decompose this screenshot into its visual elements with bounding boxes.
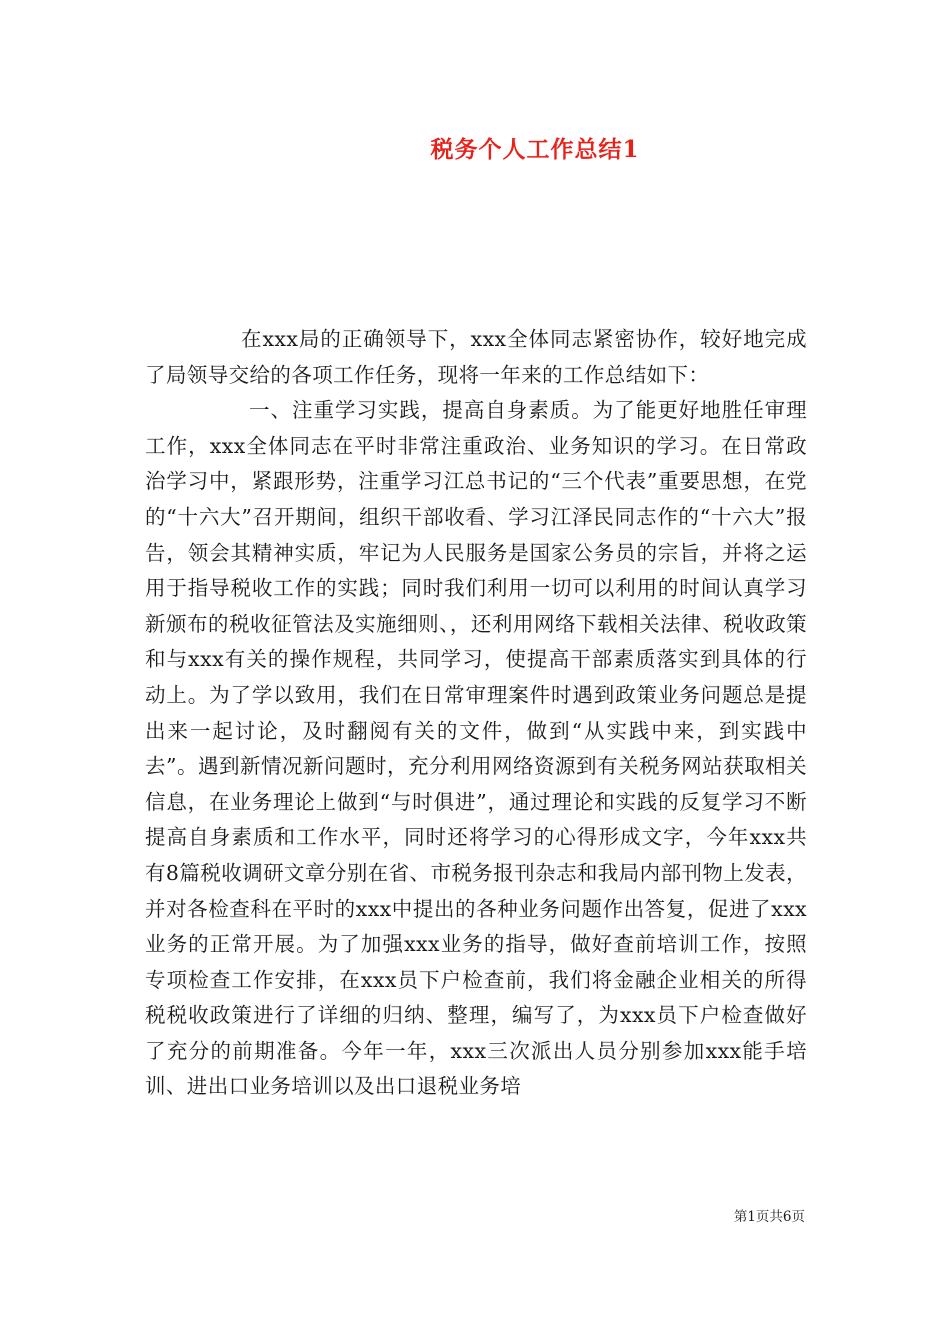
paragraph-intro: 在xxx局的正确领导下，xxx全体同志紧密协作，较好地完成了局领导交给的各项工作任务，现将一年来的工作总结如下： xyxy=(145,327,807,387)
page-number-footer: 第1页共6页 xyxy=(733,1209,805,1225)
paragraph-section-one: 一、注重学习实践，提高自身素质。为了能更好地胜任审理工作，xxx全体同志在平时非常注重政治、业务知识的学习。在日常政治学习中，紧跟形势，注重学习江总书记的“三个代表”重要思想，在党的“十六大”召开期间，组织干部收看、学习江泽民同志作的“十六大”报告，领会其精神实质，牢记为人民服务是国家公务员的宗旨，并将之运用于指导税收工作的实践；同时我们利用一切可以利用的时间认真学习新颁布的税收征管法及实施细则、，还利用网络下载相关法律、税收政策和与xxx有关的操作规程，共同学习，使提高干部素质落实到具体的行动上。为了学以致用，我们在日常审理案件时遇到政策业务问题总是提出来一起讨论，及时翻阅有关的文件，做到“从实践中来，到实践中去”。遇到新情况新问题时，充分利用网络资源到有关税务网站获取相关信息，在业务理论上做到“与时俱进”，通过理论和实践的反复学习不断提高自身素质和工作水平，同时还将学习的心得形成文字，今年xxx共有8篇税收调研文章分别在省、市税务报刊杂志和我局内部刊物上发表，并对各检查科在平时的xxx中提出的各种业务问题作出答复，促进了xxx业务的正常开展。为了加强xxx业务的指导，做好查前培训工作，按照专项检查工作安排，在xxx员下户检查前，我们将金融企业相关的所得税税收政策进行了详细的归纳、整理，编写了，为xxx员下户检查做好了充分的前期准备。今年一年，xxx三次派出人员分别参加xxx能手培训、进出口业务培训以及出口退税业务培 xyxy=(145,398,807,1099)
document-title: 税务个人工作总结1 xyxy=(430,136,640,163)
document-body xyxy=(145,322,807,1105)
